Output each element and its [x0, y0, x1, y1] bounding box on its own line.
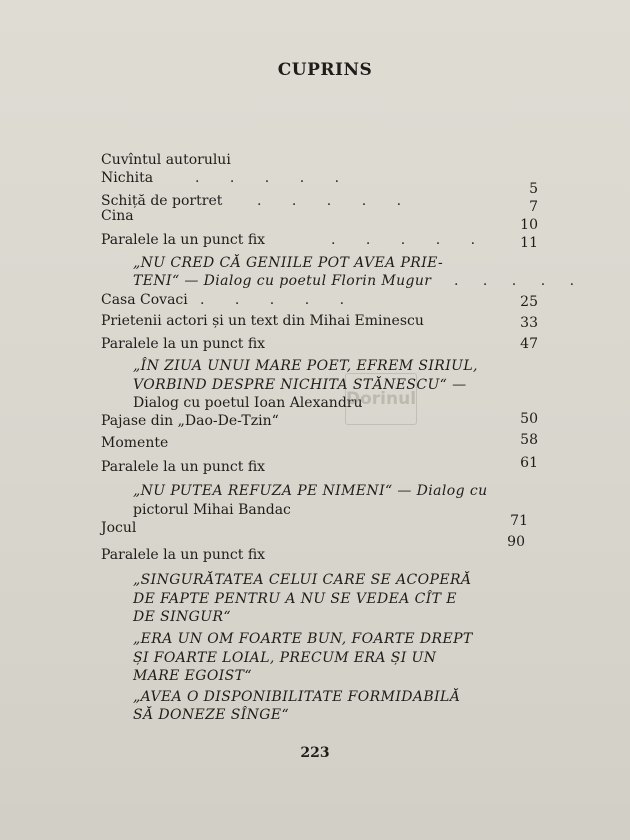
page-number-71: 71: [510, 513, 528, 529]
toc-subentry-in-ziua-line2: VORBIND DESPRE NICHITA STĂNESCU“ —: [133, 377, 467, 393]
toc-entry-jocul: Jocul: [101, 520, 137, 536]
dot-leader: . . . . .: [257, 193, 415, 209]
toc-entry-paralele-3: Paralele la un punct fix: [101, 459, 266, 475]
toc-subentry-singuratatea-line2: DE FAPTE PENTRU A NU SE VEDEA CÎT E: [133, 591, 457, 607]
page-title: CUPRINS: [277, 60, 373, 80]
toc-entry-casa-covaci: Casa Covaci: [101, 292, 188, 308]
toc-subentry-avea-line2: SĂ DONEZE SÎNGE“: [133, 707, 290, 723]
page-number-90: 90: [507, 534, 525, 550]
toc-entry-paralele-1: Paralele la un punct fix: [101, 232, 266, 248]
page-number-33: 33: [520, 315, 538, 331]
toc-entry-nichita: Nichita: [101, 170, 154, 186]
toc-subentry-era-un-om-line3: MARE EGOIST“: [133, 668, 252, 684]
dot-leader: . . . . .: [195, 170, 353, 186]
page-number-footer: 223: [300, 745, 330, 761]
toc-entry-cuvintul-autorului: Cuvîntul autorului: [101, 152, 231, 168]
toc-subentry-in-ziua-line1: „ÎN ZIUA UNUI MARE POET, EFREM SIRIUL,: [133, 358, 478, 374]
page-number-5: 5: [529, 181, 538, 197]
toc-subentry-singuratatea-line1: „SINGURĂTATEA CELUI CARE SE ACOPERĂ: [133, 572, 472, 588]
toc-subentry-era-un-om-line1: „ERA UN OM FOARTE BUN, FOARTE DREPT: [133, 631, 473, 647]
page-number-58: 58: [520, 432, 538, 448]
toc-subentry-avea-line1: „AVEA O DISPONIBILITATE FORMIDABILĂ: [133, 689, 461, 705]
toc-entry-prietenii-actori: Prietenii actori și un text din Mihai Eminescu: [101, 313, 424, 329]
page-number-25: 25: [520, 294, 538, 310]
toc-subentry-singuratatea-line3: DE SINGUR“: [133, 609, 231, 625]
page-number-47: 47: [520, 336, 538, 352]
dot-leader: . . . . .: [200, 292, 358, 308]
page-number-61: 61: [520, 455, 538, 471]
page-number-50: 50: [520, 411, 538, 427]
toc-subentry-nu-putea-line1: „NU PUTEA REFUZA PE NIMENI“ — Dialog cu: [133, 483, 488, 499]
page-number-11: 11: [520, 235, 538, 251]
dot-leader: . . . . .: [454, 273, 585, 289]
toc-entry-cina: Cina: [101, 208, 134, 224]
toc-entry-pajase: Pajase din „Dao-De-Tzin“: [101, 413, 279, 429]
toc-subentry-nu-cred-line2: TENI“ — Dialog cu poetul Florin Mugur: [133, 273, 432, 289]
toc-subentry-in-ziua-line3: Dialog cu poetul Ioan Alexandru: [133, 395, 363, 411]
toc-entry-schita-de-portret: Schiță de portret: [101, 193, 223, 209]
toc-entry-momente: Momente: [101, 435, 169, 451]
dot-leader: . . . . .: [331, 232, 489, 248]
watermark-logo: Dorinul: [345, 373, 417, 425]
page-number-10: 10: [520, 217, 538, 233]
toc-entry-paralele-4: Paralele la un punct fix: [101, 547, 266, 563]
page-number-7: 7: [529, 199, 538, 215]
toc-subentry-era-un-om-line2: ȘI FOARTE LOIAL, PRECUM ERA ȘI UN: [133, 650, 437, 666]
toc-entry-paralele-2: Paralele la un punct fix: [101, 336, 266, 352]
toc-subentry-nu-cred-line1: „NU CRED CĂ GENIILE POT AVEA PRIE-: [133, 255, 444, 271]
toc-subentry-nu-putea-line2: pictorul Mihai Bandac: [133, 502, 291, 518]
